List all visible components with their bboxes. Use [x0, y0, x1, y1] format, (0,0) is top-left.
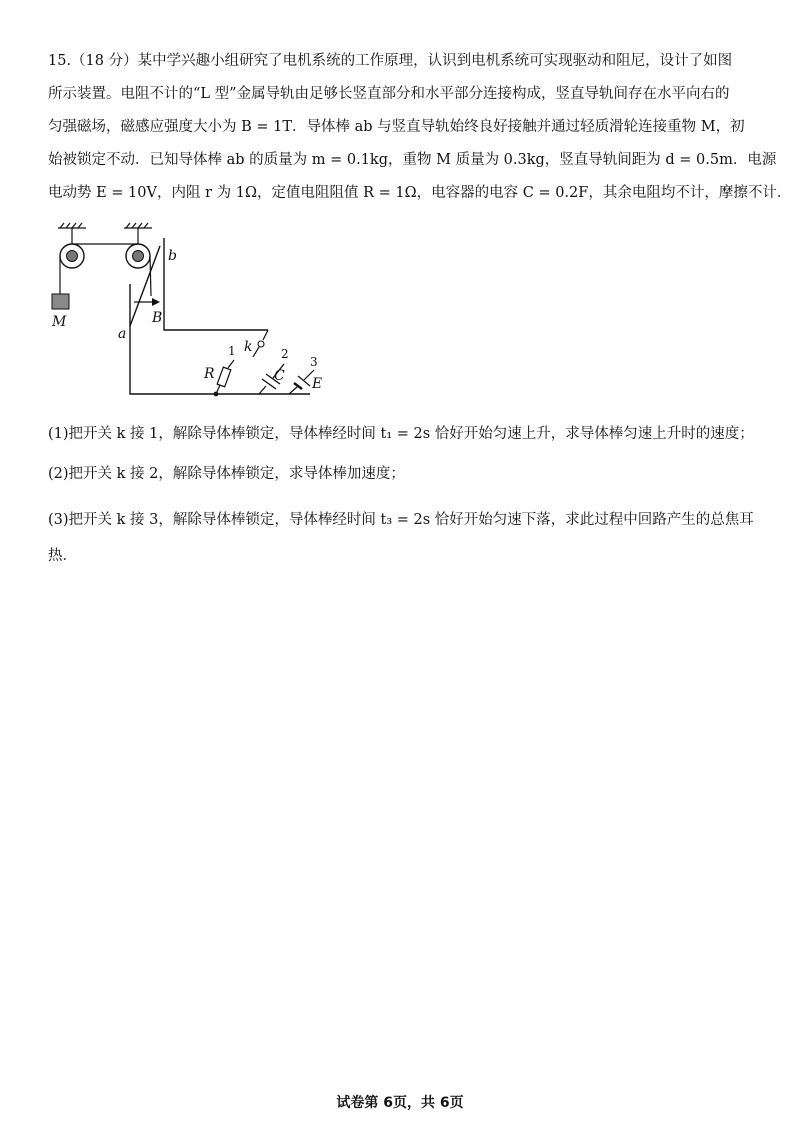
- stem-line: 电动势 E = 10V，内阻 r 为 1Ω，定值电阻阻值 R = 1Ω，电容器的电容 C = 0.2F，其余电阻均不计，摩擦不计．: [48, 185, 792, 201]
- label-a: a: [118, 326, 127, 342]
- part-1: (1)把开关 k 接 1，解除导体棒锁定，导体棒经时间 t₁ = 2s 恰好开始匀速上升，求导体棒匀速上升时的速度；: [48, 426, 754, 442]
- stem-line: 始被锁定不动．已知导体棒 ab 的质量为 m = 0.1kg，重物 M 质量为 0.3kg，竖直导轨间距为 d = 0.5m．电源: [48, 152, 777, 168]
- question-stem: [48, 45, 792, 210]
- label-e: E: [312, 376, 323, 392]
- part-3: (3)把开关 k 接 3，解除导体棒锁定，导体棒经时间 t₃ = 2s 恰好开始匀速下落，求此过程中回路产生的总焦耳热．: [48, 512, 754, 564]
- pulley-right: [126, 244, 150, 268]
- label-terminal-1: 1: [228, 344, 236, 358]
- resistor-r: [216, 360, 234, 394]
- weight-m: [52, 294, 69, 309]
- page-footer: 试卷第 6页，共 6页: [336, 1095, 464, 1111]
- label-b: b: [168, 248, 177, 264]
- label-k: k: [244, 339, 253, 355]
- label-c: C: [274, 368, 285, 384]
- label-terminal-2: 2: [281, 347, 289, 361]
- stem-line: 15.（18 分）某中学兴趣小组研究了电机系统的工作原理，认识到电机系统可实现驱动和阻尼，设计了如图: [48, 53, 733, 69]
- stem-line: 匀强磁场，磁感应强度大小为 B = 1T．导体棒 ab 与竖直导轨始终良好接触并通过轻质滑轮连接重物 M，初: [48, 119, 745, 135]
- pulley-left: [60, 244, 84, 268]
- part-2: (2)把开关 k 接 2，解除导体棒锁定，求导体棒加速度；: [48, 466, 405, 482]
- circuit-diagram: [48, 218, 348, 408]
- label-b-field: B: [152, 310, 163, 326]
- rail-right: [164, 238, 268, 330]
- label-m: M: [52, 314, 67, 330]
- source-e: [289, 370, 314, 394]
- label-r: R: [204, 366, 215, 382]
- switch-k: [253, 330, 268, 357]
- label-terminal-3: 3: [310, 355, 318, 369]
- stem-line: 所示装置。电阻不计的“L 型”金属导轨由足够长竖直部分和水平部分连接构成，竖直导轨间存在水平向右的: [48, 86, 730, 102]
- junction-dot: [214, 392, 219, 397]
